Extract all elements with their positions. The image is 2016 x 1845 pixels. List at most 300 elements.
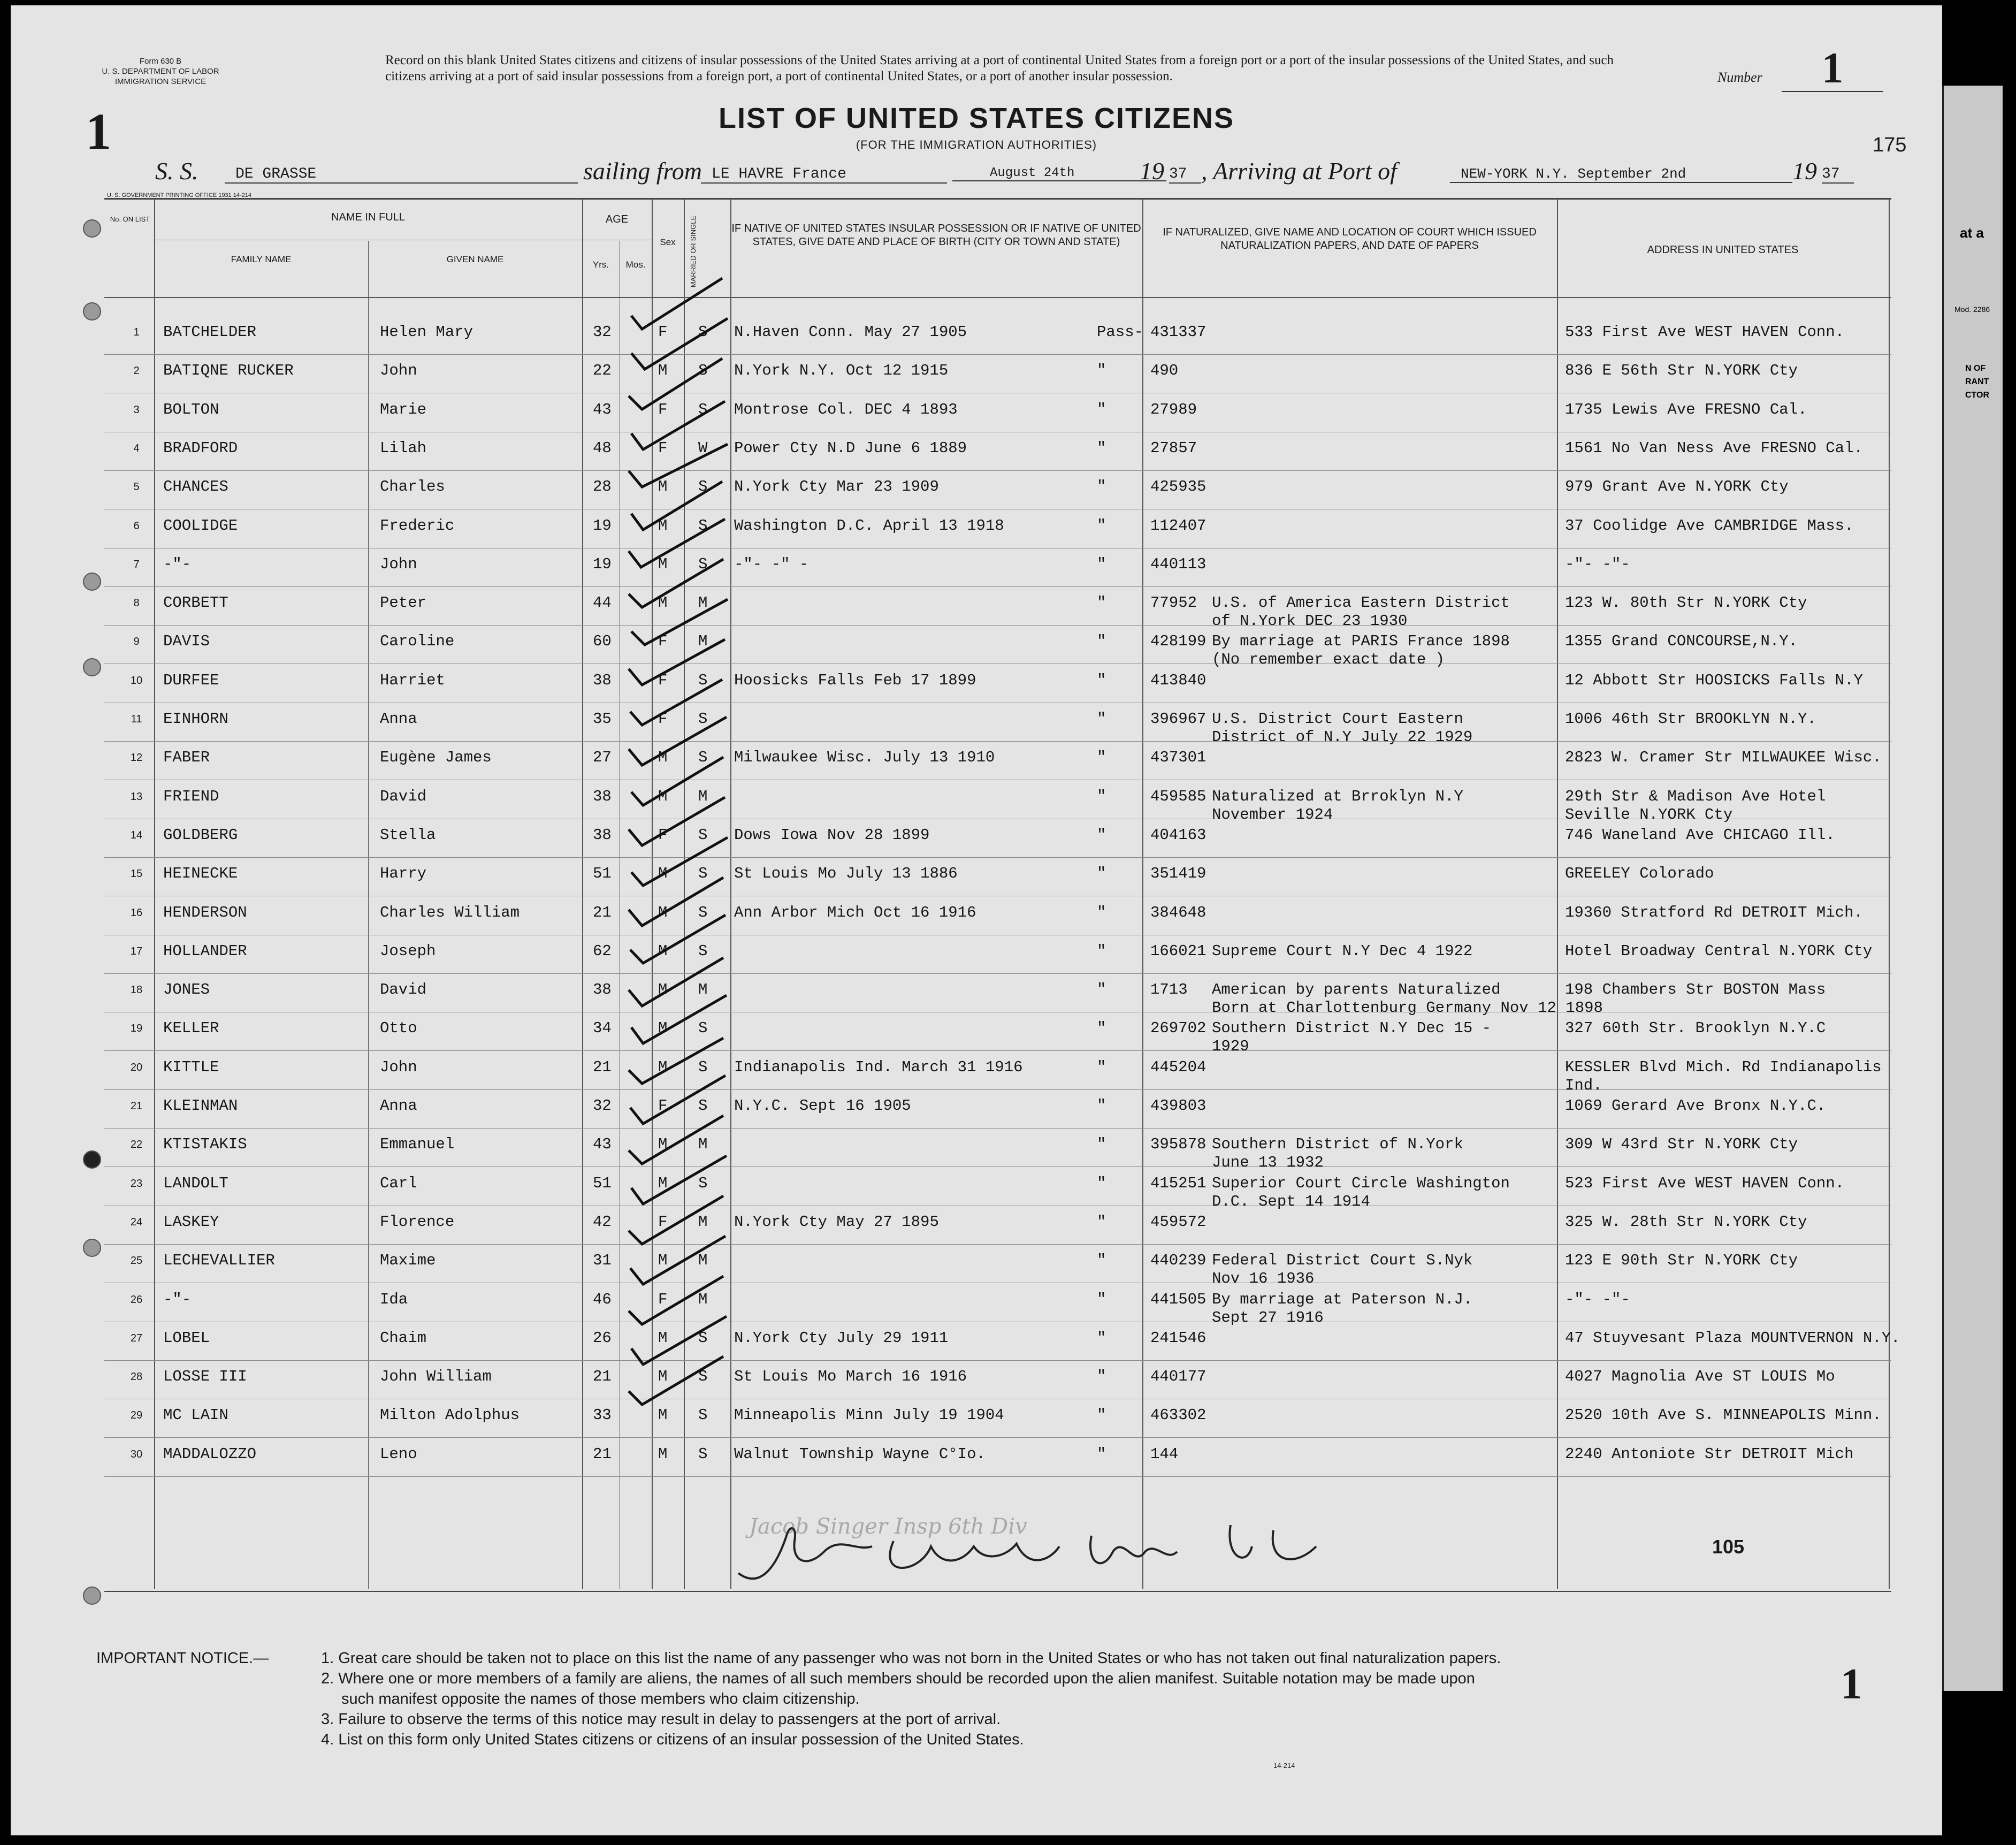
marital-status-cell: S [698,904,708,921]
naturalization-detail-cell: 1929 [1212,1038,1249,1055]
passport-number-cell: 413840 [1150,672,1206,689]
age-years-cell: 22 [593,362,612,379]
marital-status-cell: M [698,632,708,650]
table-row [11,1322,1942,1361]
col-family-name: FAMILY NAME [231,254,292,264]
marital-status-cell: S [698,1175,708,1192]
row-number: 29 [130,1409,143,1421]
marital-status-cell: S [698,362,708,379]
sex-cell: F [658,632,668,650]
page-number: 175 [1873,134,1907,156]
family-name-cell: HEINECKE [163,865,238,882]
passport-label-cell: " [1097,478,1106,495]
passport-label-cell: " [1097,1406,1106,1424]
age-years-cell: 43 [593,401,612,418]
marital-status-cell: S [698,478,708,495]
passport-number-cell: 351419 [1150,865,1206,882]
passport-number-cell: 490 [1150,362,1179,379]
binder-hole [83,1587,101,1605]
address-cell: 12 Abbott Str HOOSICKS Falls N.Y [1565,672,1863,689]
address-detail-cell: Ind. [1565,1077,1602,1094]
row-number: 28 [130,1371,143,1383]
passport-label-cell: " [1097,826,1106,844]
passport-number-cell: 144 [1150,1445,1179,1463]
age-years-cell: 62 [593,942,612,960]
row-number: 15 [130,868,143,880]
naturalization-cell: U.S. of America Eastern District [1212,594,1510,612]
address-cell: 29th Str & Madison Ave Hotel [1565,788,1826,805]
given-name-cell: Milton Adolphus [380,1406,520,1424]
given-name-cell: Emmanuel [380,1135,455,1153]
given-name-cell: Charles [380,478,445,495]
depart-date: August 24th [952,166,1166,181]
marital-status-cell: S [698,710,708,728]
binder-hole [83,1239,101,1257]
depart-year-label: 19 [1140,157,1164,185]
naturalization-detail-cell: November 1924 [1212,806,1333,824]
family-name-cell: KITTLE [163,1058,219,1076]
row-number: 12 [130,752,143,764]
passport-label-cell: " [1097,672,1106,689]
marital-status-cell: S [698,749,708,766]
table-row [11,1128,1942,1171]
family-name-cell: HOLLANDER [163,942,247,960]
given-name-cell: John [380,362,417,379]
table-row [11,1206,1942,1245]
notice-heading: IMPORTANT NOTICE.— [96,1650,269,1667]
inspection-check-marks [599,268,749,1552]
passport-label-cell: " [1097,788,1106,805]
passport-number-cell: 440113 [1150,555,1206,573]
birth-place-date-cell: N.York Cty July 29 1911 [734,1329,949,1347]
notice-corner-number: 1 [1841,1659,1862,1708]
passport-label-cell: " [1097,1445,1106,1463]
given-name-cell: Leno [380,1445,417,1463]
marital-status-cell: S [698,865,708,882]
age-years-cell: 51 [593,1175,612,1192]
given-name-cell: Anna [380,1097,417,1115]
family-name-cell: LECHEVALLIER [163,1252,275,1269]
given-name-cell: Caroline [380,632,455,650]
age-years-cell: 32 [593,323,612,341]
passport-number-cell: 440239 [1150,1252,1206,1269]
table-row [11,1283,1942,1326]
family-name-cell: BRADFORD [163,439,238,457]
row-number: 23 [130,1178,143,1190]
family-name-cell: LANDOLT [163,1175,228,1192]
col-age: AGE [605,214,629,225]
passport-label-cell: " [1097,1058,1106,1076]
passport-number-cell: 445204 [1150,1058,1206,1076]
family-name-cell: MADDALOZZO [163,1445,257,1463]
marital-status-cell: S [698,1058,708,1076]
passport-number-cell: 441505 [1150,1291,1206,1308]
passport-number-cell: 439803 [1150,1097,1206,1115]
age-years-cell: 28 [593,478,612,495]
naturalization-cell: Supreme Court N.Y Dec 4 1922 [1212,942,1473,960]
marital-status-cell: S [698,555,708,573]
naturalization-cell: Federal District Court S.Nyk [1212,1252,1473,1269]
family-name-cell: MC LAIN [163,1406,228,1424]
col-mos: Mos. [625,260,646,270]
col-name-in-full: NAME IN FULL [331,211,405,223]
given-name-cell: Ida [380,1291,408,1308]
passport-label-cell: " [1097,1329,1106,1347]
sex-cell: F [658,1213,668,1231]
age-years-cell: 32 [593,1097,612,1115]
passport-number-cell: 396967 [1150,710,1206,728]
given-name-cell: John William [380,1368,492,1385]
marital-status-cell: W [698,439,708,457]
given-name-cell: Eugène James [380,749,492,766]
sex-cell: M [658,1135,668,1153]
age-years-cell: 27 [593,749,612,766]
passport-number-cell: 269702 [1150,1019,1206,1037]
passport-label-cell: " [1097,632,1106,650]
passport-label-cell: " [1097,1135,1106,1153]
form-subtitle: (FOR THE IMMIGRATION AUTHORITIES) [856,138,1097,151]
address-cell: -"- -"- [1565,555,1630,573]
sex-cell: F [658,439,668,457]
age-years-cell: 19 [593,555,612,573]
row-number: 20 [130,1062,143,1073]
birth-place-date-cell: N.Haven Conn. May 27 1905 [734,323,967,341]
sex-cell: M [658,362,668,379]
marital-status-cell: S [698,1019,708,1037]
passport-number-cell: 27989 [1150,401,1197,418]
sex-cell: F [658,401,668,418]
passport-number-cell: 437301 [1150,749,1206,766]
row-number: 19 [130,1023,143,1034]
naturalization-cell: Southern District of N.York [1212,1135,1463,1153]
table-row [11,741,1942,780]
passport-number-cell: 463302 [1150,1406,1206,1424]
given-name-cell: Carl [380,1175,417,1192]
address-cell: 1561 No Van Ness Ave FRESNO Cal. [1565,439,1863,457]
sex-cell: M [658,1368,668,1385]
given-name-cell: Charles William [380,904,520,921]
row-number: 2 [133,365,140,377]
sailing-label: sailing from [583,157,702,185]
address-cell: -"- -"- [1565,1291,1630,1308]
table-row [11,1051,1942,1094]
sex-cell: M [658,478,668,495]
passport-number-cell: 1713 [1150,981,1188,998]
sex-cell: M [658,594,668,612]
address-cell: 2520 10th Ave S. MINNEAPOLIS Minn. [1565,1406,1882,1424]
given-name-cell: Florence [380,1213,455,1231]
passport-label-cell: " [1097,865,1106,882]
row-number: 9 [133,636,140,647]
naturalization-cell: Southern District N.Y Dec 15 - [1212,1019,1492,1037]
row-number: 16 [130,907,143,919]
arrival-year-label: 19 [1792,157,1817,185]
from-port: LE HAVRE France [701,166,947,184]
naturalization-detail-cell: District of N.Y July 22 1929 [1212,728,1473,746]
given-name-cell: Anna [380,710,417,728]
binder-hole [83,658,101,676]
row-number: 13 [130,791,143,803]
row-number: 17 [130,946,143,957]
address-cell: 309 W 43rd Str N.YORK Cty [1565,1135,1798,1153]
sex-cell: M [658,981,668,998]
age-years-cell: 35 [593,710,612,728]
header-bottom-rule [104,297,1891,298]
ss-label: S. S. [155,157,198,185]
address-cell: 1069 Gerard Ave Bronx N.Y.C. [1565,1097,1826,1115]
passport-label-cell: " [1097,439,1106,457]
address-cell: 47 Stuyvesant Plaza MOUNTVERNON N.Y. [1565,1329,1900,1347]
arrival-year: 37 [1822,166,1854,184]
birth-place-date-cell: N.Y.C. Sept 16 1905 [734,1097,911,1115]
row-number: 3 [133,404,140,416]
table-row [11,1360,1942,1399]
row-number: 14 [130,829,143,841]
passport-number-cell: 112407 [1150,517,1206,535]
age-years-cell: 46 [593,1291,612,1308]
table-row [11,896,1942,935]
address-cell: 325 W. 28th Str N.YORK Cty [1565,1213,1807,1231]
marital-status-cell: M [698,1135,708,1153]
number-value: 1 [1782,43,1883,92]
naturalization-cell: Naturalized at Brroklyn N.Y [1212,788,1463,805]
passport-label-cell: " [1097,1368,1106,1385]
passport-label-cell: " [1097,904,1106,921]
passport-label-cell: " [1097,1097,1106,1115]
form-department: U. S. DEPARTMENT OF LABOR [102,67,219,76]
birth-place-date-cell: N.York Cty May 27 1895 [734,1213,939,1231]
notice-item-1: 1. Great care should be taken not to place on this list the name of any passenger who was not born in the United States or who has not taken out final naturalization papers. [321,1650,1501,1667]
adjacent-fragment-1: at a [1960,225,1984,241]
sex-cell: F [658,672,668,689]
row-number: 4 [133,443,140,454]
birth-place-date-cell: Power Cty N.D June 6 1889 [734,439,967,457]
family-name-cell: KLEINMAN [163,1097,238,1115]
table-row [11,1244,1942,1287]
address-cell: 198 Chambers Str BOSTON Mass [1565,981,1826,998]
passport-number-cell: 384648 [1150,904,1206,921]
marital-status-cell: S [698,517,708,535]
notice-item-2: 2. Where one or more members of a family are aliens, the names of all such members should be recorded upon the alien manifest. Suitable notation may be made upon [321,1670,1475,1687]
col-married-or-single: MARRIED OR SINGLE [689,215,697,288]
binder-hole [83,1150,101,1169]
number-label: Number [1717,70,1762,85]
birth-place-date-cell: Montrose Col. DEC 4 1893 [734,401,958,418]
row-number: 8 [133,597,140,609]
passport-label-cell: " [1097,555,1106,573]
address-cell: 37 Coolidge Ave CAMBRIDGE Mass. [1565,517,1854,535]
given-name-cell: Frederic [380,517,455,535]
row-number: 30 [130,1448,143,1460]
marital-status-cell: M [698,594,708,612]
row-number: 7 [133,559,140,570]
naturalization-cell: American by parents Naturalized [1212,981,1501,998]
address-cell: 746 Waneland Ave CHICAGO Ill. [1565,826,1835,844]
table-row [11,1438,1942,1477]
address-cell: 1355 Grand CONCOURSE,N.Y. [1565,632,1798,650]
row-rule [104,1476,1891,1477]
table-row [11,432,1942,471]
table-row [11,973,1942,1017]
total-count: 105 [1712,1536,1745,1558]
notice-item-3: 3. Failure to observe the terms of this notice may result in delay to passengers at the port of arrival. [321,1711,1001,1728]
birth-place-date-cell: Indianapolis Ind. March 31 1916 [734,1058,1023,1076]
sex-cell: M [658,904,668,921]
family-name-cell: LASKEY [163,1213,219,1231]
passport-label-cell: " [1097,362,1106,379]
age-years-cell: 38 [593,672,612,689]
printer-note: U. S. GOVERNMENT PRINTING OFFICE 1931 14-214 [107,192,251,199]
passport-label-cell: " [1097,517,1106,535]
row-number: 10 [130,675,143,687]
header-note: Record on this blank United States citizens and citizens of insular possessions of the United States arriving at a port of continental United States from a foreign port or a port of the insular possessions of the United States, and such citizens arriving at a port of said insular possessions from a foreign port, a port of continental United States, or a port of another insular possession. [385,53,1614,83]
given-name-cell: Marie [380,401,427,418]
passport-number-cell: 459585 [1150,788,1206,805]
passport-number-cell: 241546 [1150,1329,1206,1347]
family-name-cell: -"- [163,555,192,573]
address-cell: 123 W. 80th Str N.YORK Cty [1565,594,1807,612]
address-detail-cell: Seville N.YORK Cty [1565,806,1733,824]
family-name-cell: BATIQNE RUCKER [163,362,294,379]
marital-status-cell: S [698,401,708,418]
naturalization-detail-cell: Born at Charlottenburg Germany Nov 12 1898 [1212,999,1603,1017]
ship-name: DE GRASSE [225,166,578,184]
adjacent-fragment-5: CTOR [1965,391,1990,400]
row-number: 24 [130,1216,143,1228]
sex-cell: M [658,749,668,766]
adjacent-page [1942,86,2003,1691]
age-years-cell: 42 [593,1213,612,1231]
passport-number-cell: 404163 [1150,826,1206,844]
family-name-cell: KELLER [163,1019,219,1037]
form-title: LIST OF UNITED STATES CITIZENS [719,102,1234,134]
given-name-cell: Peter [380,594,427,612]
birth-place-date-cell: St Louis Mo July 13 1886 [734,865,958,882]
col-given-name: GIVEN NAME [446,254,504,264]
sex-cell: F [658,1291,668,1308]
row-number: 18 [130,984,143,996]
given-name-cell: John [380,555,417,573]
passport-number-cell: 428199 [1150,632,1206,650]
passport-number-cell: 166021 [1150,942,1206,960]
marital-status-cell: S [698,1097,708,1115]
address-cell: 836 E 56th Str N.YORK Cty [1565,362,1798,379]
sex-cell: M [658,1019,668,1037]
age-years-cell: 21 [593,1368,612,1385]
birth-place-date-cell: Washington D.C. April 13 1918 [734,517,1004,535]
passport-number-cell: 440177 [1150,1368,1206,1385]
passport-label-cell: " [1097,1213,1106,1231]
sex-cell: M [658,1175,668,1192]
row-number: 25 [130,1255,143,1267]
sex-cell: M [658,517,668,535]
table-row [11,819,1942,858]
passport-label-cell: " [1097,594,1106,612]
address-cell: 1006 46th Str BROOKLYN N.Y. [1565,710,1816,728]
table-row [11,935,1942,974]
age-years-cell: 43 [593,1135,612,1153]
birth-place-date-cell: Walnut Township Wayne C°Io. [734,1445,986,1463]
birth-place-date-cell: N.York Cty Mar 23 1909 [734,478,939,495]
table-row [11,1167,1942,1210]
address-cell: GREELEY Colorado [1565,865,1714,882]
given-name-cell: Maxime [380,1252,436,1269]
address-cell: 523 First Ave WEST HAVEN Conn. [1565,1175,1845,1192]
family-name-cell: FRIEND [163,788,219,805]
marital-status-cell: M [698,1213,708,1231]
col-yrs: Yrs. [592,260,609,270]
given-name-cell: Otto [380,1019,417,1037]
marital-status-cell: S [698,1368,708,1385]
passport-number-cell: 395878 [1150,1135,1206,1153]
table-row [11,316,1942,355]
naturalization-cell: U.S. District Court Eastern [1212,710,1463,728]
table-row [11,509,1942,548]
birth-place-date-cell: N.York N.Y. Oct 12 1915 [734,362,949,379]
naturalization-cell: Superior Court Circle Washington [1212,1175,1510,1192]
notice-item-4: 4. List on this form only United States citizens or citizens of an insular possession of the United States. [321,1731,1024,1748]
family-name-cell: DAVIS [163,632,210,650]
col-naturalization: IF NATURALIZED, GIVE NAME AND LOCATION OF COURT WHICH ISSUED NATURALIZATION PAPERS, AND DATE OF PAPERS [1163,226,1537,251]
binder-hole [83,573,101,591]
table-row [11,625,1942,668]
table-row [11,470,1942,509]
sex-cell: M [658,1406,668,1424]
family-name-cell: EINHORN [163,710,228,728]
age-years-cell: 31 [593,1252,612,1269]
marital-status-cell: S [698,1329,708,1347]
binder-hole [83,219,101,238]
family-name-cell: -"- [163,1291,192,1308]
arrival-port: NEW-YORK N.Y. September 2nd [1450,166,1792,183]
marital-status-cell: M [698,981,708,998]
passport-label-cell: " [1097,710,1106,728]
age-years-cell: 44 [593,594,612,612]
family-name-cell: GOLDBERG [163,826,238,844]
table-row [11,393,1942,432]
depart-year: 37 [1169,166,1201,184]
age-years-cell: 21 [593,904,612,921]
address-cell: 123 E 90th Str N.YORK Cty [1565,1252,1798,1269]
sex-cell: M [658,1252,668,1269]
address-cell: 979 Grant Ave N.YORK Cty [1565,478,1789,495]
naturalization-detail-cell: of N.York DEC 23 1930 [1212,612,1408,630]
family-name-cell: FABER [163,749,210,766]
form-code: Form 630 B [139,57,182,66]
manifest-sheet [11,5,1942,1835]
adjacent-fragment-3: N OF [1965,364,1986,373]
marital-status-cell: M [698,1252,708,1269]
given-name-cell: David [380,788,427,805]
passport-label-cell: " [1097,1019,1106,1037]
sex-cell: F [658,323,668,341]
birth-place-date-cell: -"- -" - [734,555,809,573]
table-row [11,780,1942,824]
birth-place-date-cell: Minneapolis Minn July 19 1904 [734,1406,1004,1424]
row-number: 11 [131,713,142,725]
marital-status-cell: S [698,942,708,960]
passport-number-cell: 415251 [1150,1175,1206,1192]
naturalization-cell: By marriage at PARIS France 1898 [1212,632,1510,650]
family-name-cell: KTISTAKIS [163,1135,247,1153]
marital-status-cell: S [698,672,708,689]
col-no-on-list: No. ON LIST [110,215,150,223]
table-row [11,548,1942,587]
table-row [11,1089,1942,1129]
inspector-signature: Jacob Singer Insp 6th Div [749,1514,1027,1539]
sex-cell: F [658,826,668,844]
col-sex: Sex [660,237,676,247]
